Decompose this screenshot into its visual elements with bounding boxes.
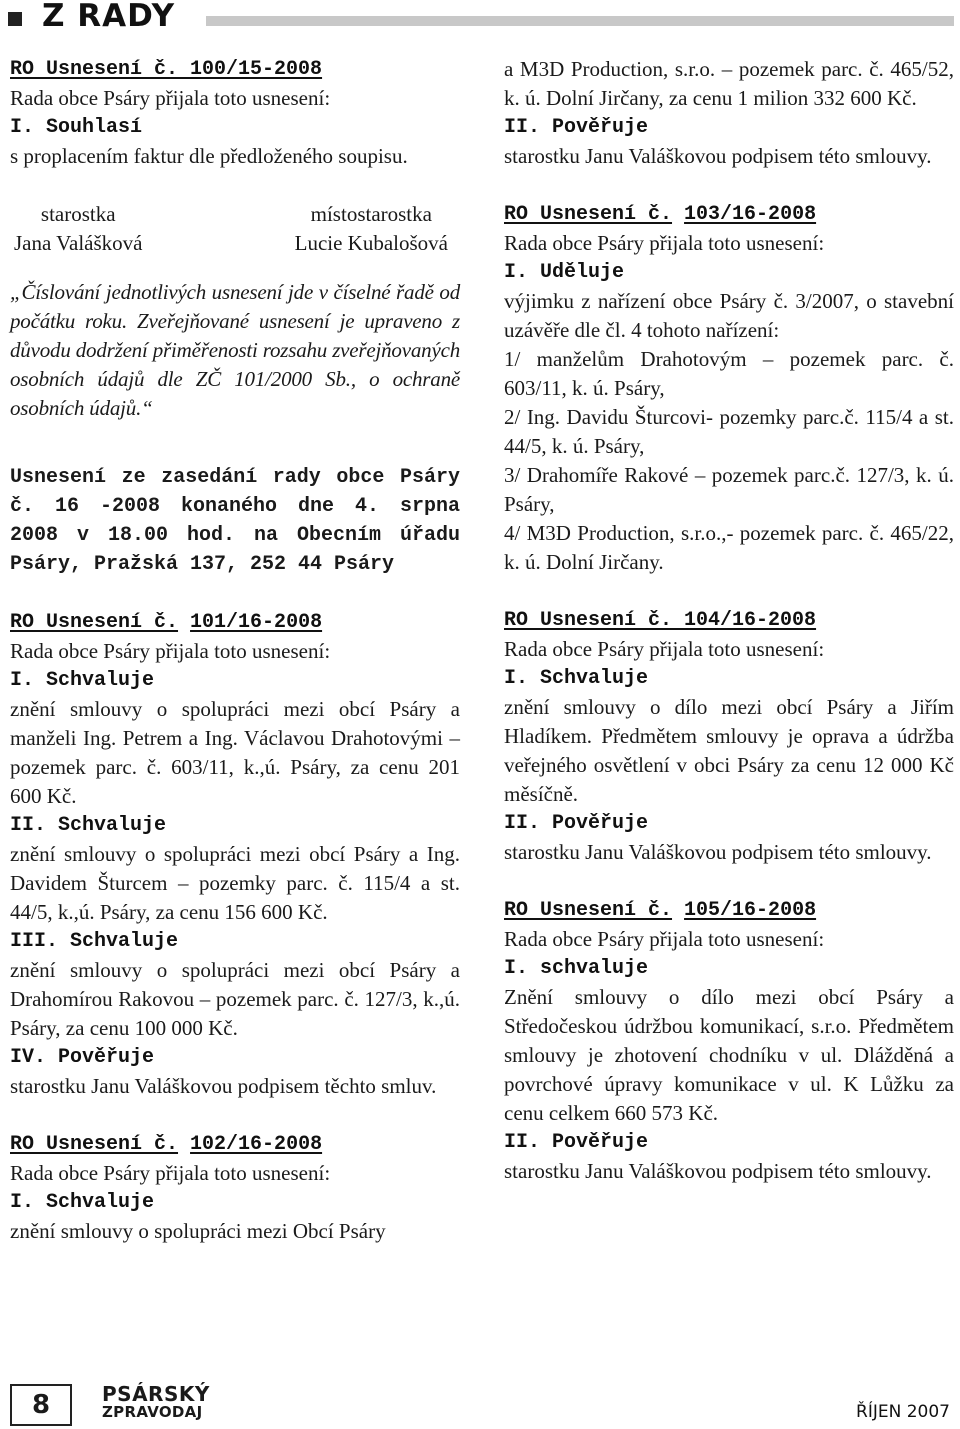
resolution-102-continued-text: a M3D Production, s.r.o. – pozemek parc. č. 465/52, k. ú. Dolní Jirčany, za cenu 1 milion 332 600 Kč. bbox=[504, 57, 954, 110]
resolution-104-section-1: I. Schvaluje bbox=[504, 667, 649, 690]
resolution-105-text-1: Znění smlouvy o dílo mezi obcí Psáry a Středočeskou údržbou komunikací, s.r.o. Předmětem smlouvy je zhotovení chodníku v ul. Dlážděná a povrchové úpravy komunikace v ul. K Lůžku za cenu celkem 660 573 Kč. bbox=[504, 985, 954, 1125]
resolution-105-section-1: I. schvaluje bbox=[504, 957, 649, 980]
resolution-101-text-2: znění smlouvy o spolupráci mezi obcí Psáry a Ing. Davidem Šturcem – pozemky parc. č. 115/4 a st. 44/5, k.,ú. Psáry, za cenu 156 600 Kč. bbox=[10, 842, 460, 924]
resolution-101-heading: RO Usnesení č. 101/16-2008 bbox=[10, 611, 323, 634]
resolution-101-text-4: starostku Janu Valáškovou podpisem těchto smluv. bbox=[10, 1074, 437, 1098]
numbering-note: „Číslování jednotlivých usnesení jde v číselné řadě od počátku roku. Zveřejňované usnesení je upraveno z důvodu dodržení přiměřenosti rozsahu zveřejňovaných osobních údajů dle ZČ 101/2000 Sb., o ochraně osobních údajů.“ bbox=[10, 280, 460, 420]
header-rule-bar bbox=[206, 16, 954, 26]
resolution-102-section-1: I. Schvaluje bbox=[10, 1191, 155, 1214]
meeting-heading: Usnesení ze zasedání rady obce Psáry č. 16 -2008 konaného dne 4. srpna 2008 v 18.00 hod. na Obecním úřadu Psáry, Pražská 137, 252 44 Psáry bbox=[10, 466, 460, 576]
resolution-105-heading: RO Usnesení č. 105/16-2008 bbox=[504, 899, 817, 922]
resolution-103-intro: Rada obce Psáry přijala toto usnesení: bbox=[504, 231, 825, 255]
resolution-103-item-4: 4/ M3D Production, s.r.o.,- pozemek parc. č. 465/22, k. ú. Dolní Jirčany. bbox=[504, 521, 954, 574]
resolution-105-section-2: II. Pověřuje bbox=[504, 1131, 649, 1154]
resolution-101-intro: Rada obce Psáry přijala toto usnesení: bbox=[10, 639, 331, 663]
resolution-104-text-1: znění smlouvy o dílo mezi obcí Psáry a Jiřím Hladíkem. Předmětem smlouvy je oprava a údržba veřejného osvětlení v obci Psáry za cenu 12 000 Kč měsíčně. bbox=[504, 695, 954, 806]
resolution-101-text-1: znění smlouvy o spolupráci mezi obcí Psáry a manželi Ing. Petrem a Ing. Václavou Drahotovými – pozemek parc. č. 603/11, k.,ú. Psáry, za cenu 201 600 Kč. bbox=[10, 697, 460, 808]
resolution-101-text-3: znění smlouvy o spolupráci mezi obcí Psáry a Drahomírou Rakovou – pozemek parc. č. 127/3, k.,ú. Psáry, za cenu 100 000 Kč. bbox=[10, 958, 460, 1040]
resolution-102-text-1: znění smlouvy o spolupráci mezi Obcí Psáry bbox=[10, 1219, 386, 1243]
resolution-103-section-1: I. Uděluje bbox=[504, 261, 625, 284]
newsletter-logo bbox=[102, 1384, 210, 1421]
resolution-101-section-4: IV. Pověřuje bbox=[10, 1046, 155, 1069]
resolution-105-text-2: starostku Janu Valáškovou podpisem této smlouvy. bbox=[504, 1159, 932, 1183]
resolution-102-section-2: II. Pověřuje bbox=[504, 116, 649, 139]
resolution-103-item-3: 3/ Drahomíře Rakové – pozemek parc.č. 127/3, k. ú. Psáry, bbox=[504, 463, 954, 516]
signature-name-mayor: Jana Valášková bbox=[14, 231, 143, 255]
right-column bbox=[504, 55, 954, 1186]
resolution-101-section-3: III. Schvaluje bbox=[10, 930, 179, 953]
section-header bbox=[0, 0, 960, 40]
logo-line-1: PSÁRSKÝ bbox=[102, 1382, 210, 1406]
resolution-103-heading: RO Usnesení č. 103/16-2008 bbox=[504, 203, 817, 226]
resolution-105-intro: Rada obce Psáry přijala toto usnesení: bbox=[504, 927, 825, 951]
resolution-103-item-2: 2/ Ing. Davidu Šturcovi- pozemky parc.č. 115/4 a st. 44/5, k. ú. Psáry, bbox=[504, 405, 954, 458]
left-column bbox=[10, 55, 460, 1246]
page-number: 8 bbox=[10, 1384, 72, 1426]
resolution-103-text-1: výjimku z nařízení obce Psáry č. 3/2007, o stavební uzávěře dle čl. 4 tohoto nařízení: bbox=[504, 289, 954, 342]
signature-role-deputy: místostarostka bbox=[310, 202, 432, 226]
logo-line-2: ZPRAVODAJ bbox=[102, 1403, 203, 1421]
signature-role-mayor: starostka bbox=[40, 202, 116, 226]
resolution-102-heading: RO Usnesení č. 102/16-2008 bbox=[10, 1133, 323, 1156]
resolution-104-text-2: starostku Janu Valáškovou podpisem této smlouvy. bbox=[504, 840, 932, 864]
resolution-102-text-2: starostku Janu Valáškovou podpisem této smlouvy. bbox=[504, 144, 932, 168]
page-footer bbox=[0, 1384, 960, 1429]
resolution-101-section-2: II. Schvaluje bbox=[10, 814, 167, 837]
resolution-100-heading: RO Usnesení č. 100/15-2008 bbox=[10, 58, 323, 81]
header-square-marker bbox=[8, 12, 22, 26]
resolution-100-text-1: s proplacením faktur dle předloženého soupisu. bbox=[10, 144, 408, 168]
resolution-100-intro: Rada obce Psáry přijala toto usnesení: bbox=[10, 86, 331, 110]
resolution-104-heading: RO Usnesení č. 104/16-2008 bbox=[504, 609, 817, 632]
section-title: Z RADY bbox=[42, 0, 176, 34]
resolution-104-section-2: II. Pověřuje bbox=[504, 812, 649, 835]
resolution-104-intro: Rada obce Psáry přijala toto usnesení: bbox=[504, 637, 825, 661]
signatures bbox=[10, 200, 460, 258]
resolution-100-section-1: I. Souhlasí bbox=[10, 116, 143, 139]
resolution-103-item-1: 1/ manželům Drahotovým – pozemek parc. č. 603/11, k. ú. Psáry, bbox=[504, 347, 954, 400]
resolution-102-intro: Rada obce Psáry přijala toto usnesení: bbox=[10, 1161, 331, 1185]
signature-name-deputy: Lucie Kubalošová bbox=[294, 231, 448, 255]
issue-month: ŘÍJEN 2007 bbox=[856, 1402, 950, 1422]
resolution-101-section-1: I. Schvaluje bbox=[10, 669, 155, 692]
